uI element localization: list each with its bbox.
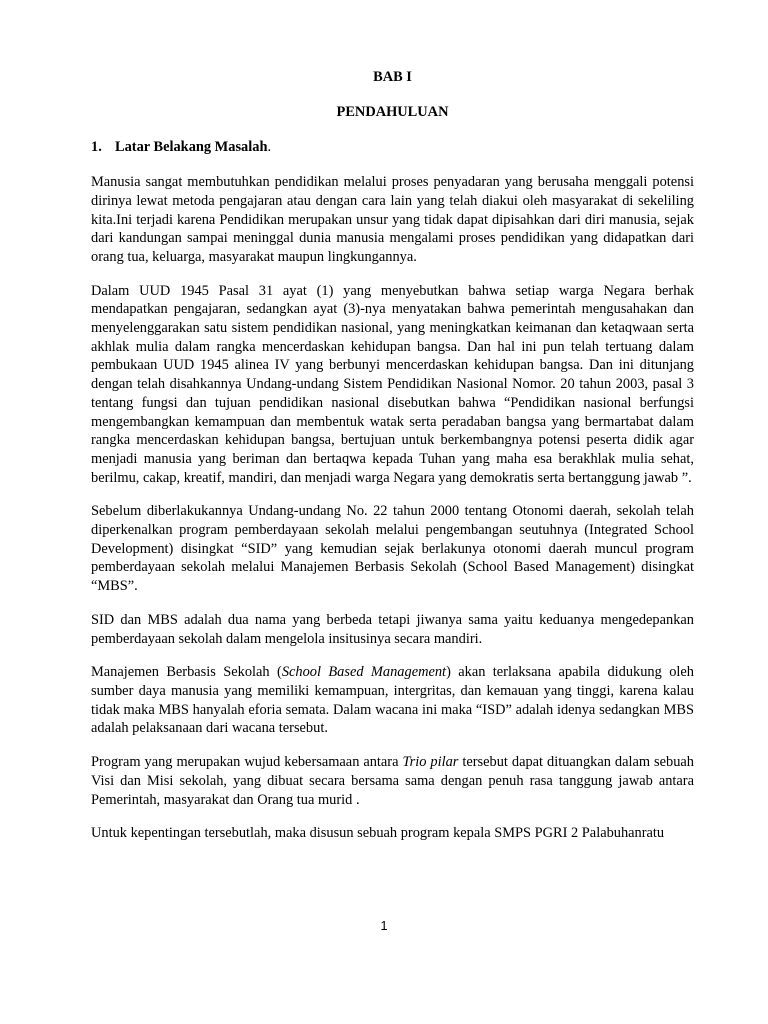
paragraph-6-end: tersebut dapat dituangkan dalam sebuah Visi dan Misi sekolah, yang dibuat secara bersama sama dengan penuh rasa tanggung jawab antara Pemerintah, masyarakat dan Orang tua murid . (91, 754, 694, 808)
paragraph-2: Dalam UUD 1945 Pasal 31 ayat (1) yang menyebutkan bahwa setiap warga Negara berhak mendapatkan pengajaran, sedangkan ayat (3)-nya menyatakan bahwa pemerintah mengusahakan dan menyelenggarakan satu sistem pendidikan nasional, yang meningkatkan keimanan dan ketaqwaan serta akhlak mulia dalam rangka mencerdaskan kehidupan bangsa. Dan hal ini pun telah tertuang dalam pembukaan UUD 1945 alinea IV yang berbunyi mencerdaskan kehidupan bangsa. Dan ini ditunjang dengan telah disahkannya Undang-undang Sistem Pendidikan Nasional Nomor. 20 tahun 2003, pasal 3 tentang fungsi dan tujuan pendidikan nasional disebutkan bahwa “Pendidikan nasional berfungsi mengembangkan kemampuan dan membentuk watak serta peradaban bangsa yang bermartabat dalam rangka mencerdaskan kehidupan bangsa, bertujuan untuk berkembangnya potensi peserta didik agar menjadi manusia yang beriman dan bertaqwa kepada Tuhan yang maha esa berakhlak mulia sehat, berilmu, cakap, kreatif, mandiri, dan menjadi warga Negara yang demokratis serta bertanggung jawab ”. (91, 282, 694, 486)
chapter-label: BAB I (373, 69, 412, 85)
page-number: 1 (380, 918, 388, 933)
paragraph-5-end: ) akan terlaksana apabila didukung oleh sumber daya manusia yang memiliki kemampuan, intergritas, dan kemauan yang tinggi, karena kalau tidak maka MBS hanyalah eforia semata. Dalam wacana ini maka “ISD” adalah idenya sedangkan MBS adalah pelaksanaan dari wacana tersebut. (91, 664, 694, 737)
chapter-title: PENDAHULUAN (336, 103, 449, 120)
paragraph-5-italic: School Based Management (281, 664, 447, 681)
paragraph-6 (91, 753, 694, 809)
paragraph-3: Sebelum diberlakukannya Undang-undang No. 22 tahun 2000 tentang Otonomi daerah, sekolah telah diperkenalkan program pemberdayaan sekolah melalui pengembangan seutuhnya (Integrated School Development) disingkat “SID” yang kemudian sejak berlakunya otonomi daerah muncul program pemberdayaan sekolah melalui Manajemen Berbasis Sekolah (School Based Management) disingkat “MBS”. (91, 503, 694, 595)
paragraph-1: Manusia sangat membutuhkan pendidikan melalui proses penyadaran yang berusaha menggali potensi dirinya lewat metoda pengajaran atau dengan cara lain yang telah diakui oleh masyarakat di sekeliling kita.Ini terjadi karena Pendidikan merupakan unsur yang tidak dapat dipisahkan dari diri manusia, sejak dari kandungan sampai meninggal dunia manusia mengalami proses pendidikan yang didapatkan dari orang tua, keluarga, masyarakat maupun lingkungannya. (91, 174, 694, 265)
section-number: 1. (91, 139, 102, 156)
section-heading (91, 138, 694, 157)
paragraph-6-start: Program yang merupakan wujud kebersamaan antara (91, 754, 403, 771)
paragraph-6-italic: Trio pilar (402, 754, 459, 771)
section-title: Latar Belakang Masalah (115, 139, 268, 156)
section-title-period: . (267, 139, 272, 156)
paragraph-4: SID dan MBS adalah dua nama yang berbeda tetapi jiwanya sama yaitu keduanya mengedepankan pemberdayaan sekolah dalam mengelola insitusinya secara mandiri. (91, 611, 694, 647)
paragraph-7: Untuk kepentingan tersebutlah, maka disusun sebuah program kepala SMPS PGRI 2 Palabuhanratu (91, 825, 665, 842)
page-content (91, 64, 694, 843)
paragraph-5 (91, 663, 694, 738)
paragraph-5-start: Manajemen Berbasis Sekolah ( (91, 664, 282, 681)
